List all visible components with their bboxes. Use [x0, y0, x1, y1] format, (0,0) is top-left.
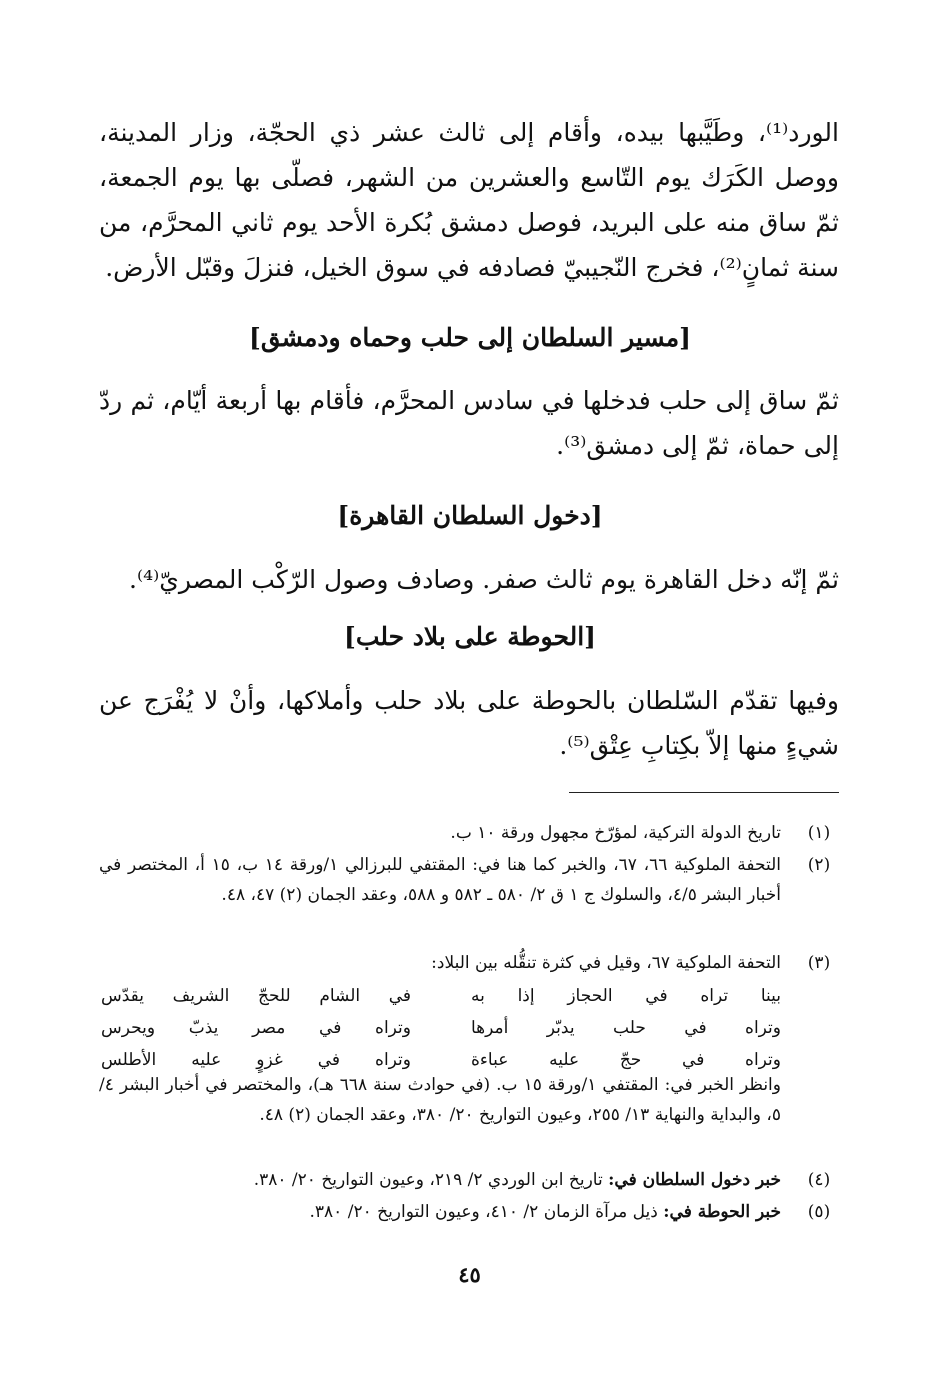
- verse-hemistich: وتراه في غزوٍ عليه الأطلس: [101, 1050, 411, 1070]
- footnote-number: (٣): [807, 953, 831, 973]
- footnote-text: التحفة الملوكية ٦٦، ٦٧، والخبر كما هنا في: المقتفي للبرزالي ١/ورقة ١٤ ب، ١٥ أ، المختصر في أخبار البشر ٤/٥، والسلوك ج ١ ق ٢/ ٥٨٠ ـ ٥٨٢ و ٥٨٨، وعقد الجمان (٢) ٤٧، ٤٨.: [99, 855, 781, 905]
- footnote-3: [99, 948, 839, 978]
- footnote-2: [99, 850, 839, 910]
- footnote-number: (٥): [807, 1202, 831, 1222]
- section-heading-hawta-aleppo: [الحوطة على بلاد حلب]: [343, 622, 596, 651]
- paragraph-body-4: وفيها تقدّم السّلطان بالحوطة على بلاد حلب وأملاكها، وأنْ لا يُفْرَج عن شيءٍ منها إلاّ بكِتابِ عِتْق⁽⁵⁾.: [99, 686, 839, 760]
- verse-hemistich: بينا تراه في الحجاز إذا به: [471, 986, 781, 1006]
- page-number: ٤٥: [458, 1262, 481, 1287]
- footnote-3-continued: [99, 1070, 839, 1130]
- footnote-rest: ذيل مرآة الزمان ٢/ ٤١٠، وعيون التواريخ ٢٠/ ٣٨٠.: [309, 1202, 664, 1222]
- footnote-4: [99, 1165, 839, 1195]
- footnote-text: [99, 1165, 781, 1195]
- footnote-5: [99, 1197, 839, 1227]
- footnote-text: تاريخ الدولة التركية، لمؤرّخ مجهول ورقة ١٠ ب.: [450, 823, 781, 843]
- footnote-1: [99, 818, 839, 848]
- paragraph-body-1: الورد⁽¹⁾، وطَيَّبها بيده، وأقام إلى ثالث عشر ذي الحجّة، وزار المدينة، ووصل الكَرَك يوم التّاسع والعشرين من الشهر، فصلّى بها يوم الجمعة، ثمّ ساق منه على البريد، فوصل دمشق بُكرة الأحد يوم ثاني المحرَّم، من سنة ثمانٍ⁽²⁾، فخرج النّجيبيّ فصادفه في سوق الخيل، فنزلَ وقبّل الأرض.: [99, 118, 839, 282]
- paragraph-body-2: ثمّ ساق إلى حلب فدخلها في سادس المحرَّم، فأقام بها أربعة أيّام، ثم ردّ إلى حماة، ثمّ إلى دمشق⁽³⁾.: [99, 386, 839, 460]
- section-heading-sultan-cairo: [دخول السلطان القاهرة]: [337, 501, 603, 530]
- footnote-rest: تاريخ ابن الوردي ٢/ ٢١٩، وعيون التواريخ ٢٠/ ٣٨٠.: [253, 1170, 609, 1190]
- footnote-text: [99, 1197, 781, 1227]
- footnote-number: (٢): [807, 855, 831, 875]
- verse-hemistich: وتراه في حجّ عليه عباءة: [471, 1050, 781, 1070]
- poem-verse-1: [101, 980, 781, 1012]
- poem-verse-2: [101, 1012, 781, 1044]
- verse-hemistich: في الشام للحجّ الشريف يقدّس: [101, 986, 411, 1006]
- footnote-lead: خبر الحوطة في:: [663, 1202, 781, 1222]
- footnote-separator: [569, 792, 839, 793]
- footnote-lead: خبر دخول السلطان في:: [608, 1170, 781, 1190]
- paragraph-body-3: ثمّ إنّه دخل القاهرة يوم ثالث صفر. وصادف وصول الرّكْب المصريّ⁽⁴⁾.: [129, 565, 839, 594]
- section-heading-sultan-march: [مسير السلطان إلى حلب وحماه ودمشق]: [249, 323, 691, 352]
- footnote-text: التحفة الملوكية ٦٧، وقيل في كثرة تنقُّله بين البلاد:: [431, 953, 781, 973]
- footnote-number: (١): [807, 823, 831, 843]
- verse-hemistich: وتراه في مصر يذبّ ويحرس: [101, 1018, 411, 1038]
- footnote-number: (٤): [807, 1170, 831, 1190]
- verse-hemistich: وتراه في حلب يدبّر أمرها: [471, 1018, 781, 1038]
- footnote-text: وانظر الخبر في: المقتفي ١/ورقة ١٥ ب. (في حوادث سنة ٦٦٨ هـ)، والمختصر في أخبار البشر ٤/ ٥، والبداية والنهاية ١٣/ ٢٥٥، وعيون التواريخ ٢٠/ ٣٨٠، وعقد الجمان (٢) ٤٨.: [99, 1075, 781, 1125]
